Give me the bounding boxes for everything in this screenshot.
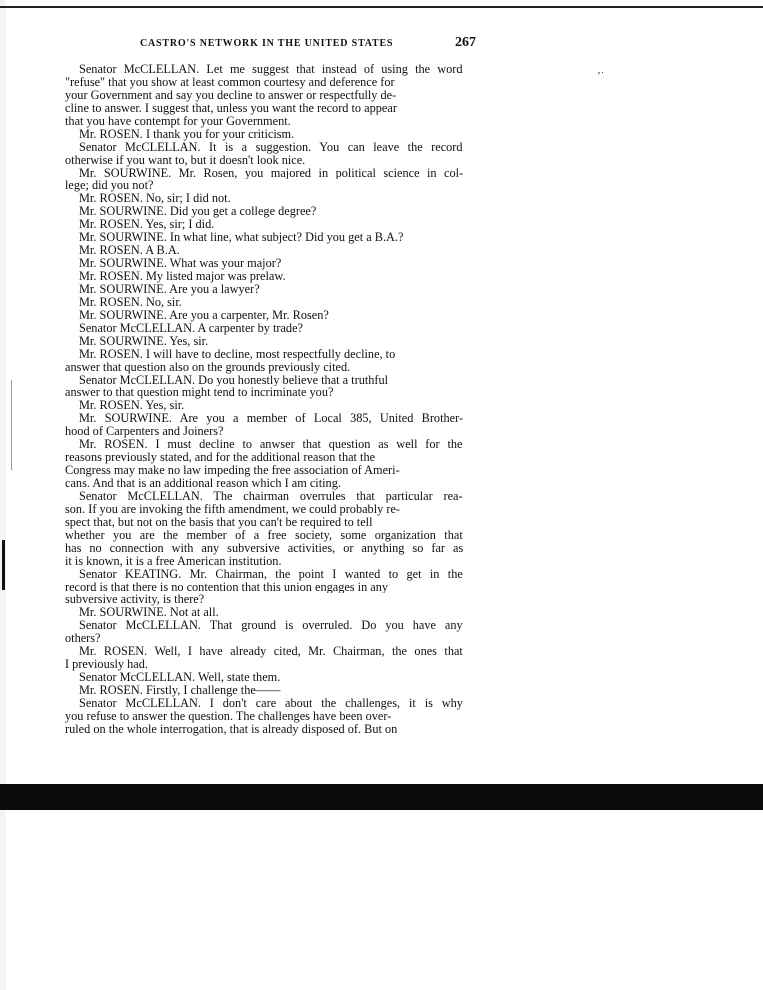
transcript-line: cline to answer. I suggest that, unless you want the record to appear	[65, 101, 397, 115]
page-number: 267	[455, 35, 476, 50]
transcript-line: that you have contempt for your Government.	[65, 114, 291, 128]
running-title: CASTRO'S NETWORK IN THE UNITED STATES	[140, 38, 394, 49]
transcript-line: I previously had.	[65, 658, 148, 672]
transcript-line: lege; did you not?	[65, 179, 154, 193]
transcript-line: Mr. SOURWINE. What was your major?	[79, 257, 282, 270]
transcript-line: Mr. ROSEN. My listed major was prelaw.	[79, 270, 286, 283]
transcript-line: Senator McCLELLAN. The chairman overrules that particular rea-	[79, 489, 463, 503]
transcript-line: Mr. ROSEN. A B.A.	[79, 244, 180, 258]
transcript-line: Mr. SOURWINE. Did you get a college degree?	[79, 205, 317, 219]
transcript-line: Senator McCLELLAN. It is a suggestion. You can leave the record	[79, 140, 463, 154]
transcript-line: otherwise if you want to, but it doesn't look nice.	[65, 153, 306, 167]
transcript-line: answer that question also on the grounds previously cited.	[65, 360, 351, 374]
transcript-line: it is known, it is a free American institution.	[65, 554, 282, 568]
transcript-line: Mr. ROSEN. No, sir.	[79, 295, 182, 309]
transcript-body	[65, 63, 463, 736]
transcript-line: reasons previously stated, and for the additional reason that the	[65, 451, 376, 465]
transcript-line: Mr. ROSEN. Firstly, I challenge the——	[79, 684, 281, 697]
transcript-line: ruled on the whole interrogation, that is already disposed of. But on	[65, 722, 398, 736]
scan-edge-mark	[2, 540, 5, 590]
transcript-line: you refuse to answer the question. The challenges have been over-	[65, 709, 392, 723]
transcript-line: Mr. SOURWINE. Are you a lawyer?	[79, 282, 260, 296]
transcript-line: Mr. ROSEN. I thank you for your criticism.	[79, 127, 295, 141]
transcript-line: Senator McCLELLAN. Let me suggest that instead of using the word	[79, 63, 463, 76]
transcript-line: Mr. ROSEN. Yes, sir; I did.	[79, 218, 215, 232]
transcript-line: Mr. SOURWINE. Are you a carpenter, Mr. Rosen?	[79, 308, 329, 322]
transcript-line: Mr. SOURWINE. Yes, sir.	[79, 334, 209, 348]
transcript-line: record is that there is no contention that this union engages in any	[65, 580, 389, 594]
transcript-line: "refuse" that you show at least common courtesy and deference for	[65, 75, 395, 89]
transcript-line: spect that, but not on the basis that you can't be required to tell	[65, 515, 373, 529]
transcript-line: Mr. ROSEN. No, sir; I did not.	[79, 192, 231, 206]
transcript-line: Mr. ROSEN. I must decline to anwser that question as well for the	[79, 438, 463, 452]
transcript-line: Senator McCLELLAN. A carpenter by trade?	[79, 321, 303, 335]
transcript-line: subversive activity, is there?	[65, 593, 205, 607]
transcript-line: Senator McCLELLAN. Well, state them.	[79, 671, 281, 684]
transcript-line: Mr. SOURWINE. Not at all.	[79, 606, 219, 620]
transcript-line: son. If you are invoking the fifth amendment, we could probably re-	[65, 502, 400, 516]
page-header	[140, 36, 476, 54]
transcript-line: Mr. ROSEN. Well, I have already cited, Mr. Chairman, the ones that	[79, 645, 463, 659]
transcript-line: Mr. SOURWINE. Mr. Rosen, you majored in political science in col-	[79, 166, 463, 180]
transcript-line: Senator KEATING. Mr. Chairman, the point I wanted to get in the	[79, 567, 463, 581]
scan-edge-mark	[11, 380, 12, 470]
transcript-line: Mr. ROSEN. Yes, sir.	[79, 399, 185, 413]
transcript-line: cans. And that is an additional reason which I am citing.	[65, 477, 341, 490]
transcript-line: Senator McCLELLAN. That ground is overruled. Do you have any	[79, 619, 463, 633]
scan-speck: ’˙	[597, 70, 605, 82]
transcript-line: Mr. SOURWINE. Are you a member of Local 385, United Brother-	[79, 412, 463, 426]
transcript-line: has no connection with any subversive activities, or anything so far as	[65, 541, 463, 555]
transcript-line: Senator McCLELLAN. Do you honestly believe that a truthful	[79, 373, 389, 387]
transcript-line: Mr. ROSEN. I will have to decline, most respectfully decline, to	[79, 347, 396, 361]
scan-left-margin	[0, 0, 6, 990]
transcript-line: Senator McCLELLAN. I don't care about the challenges, it is why	[79, 696, 463, 710]
transcript-line: Congress may make no law impeding the free association of Ameri-	[65, 464, 400, 477]
transcript-line: Mr. SOURWINE. In what line, what subject? Did you get a B.A.?	[79, 231, 404, 245]
transcript-line: answer to that question might tend to incriminate you?	[65, 386, 334, 400]
scan-top-edge-line	[0, 6, 763, 8]
transcript-line: others?	[65, 632, 101, 646]
transcript-line: whether you are the member of a free society, some organization that	[65, 528, 463, 542]
scan-bottom-band	[0, 784, 763, 810]
transcript-line: your Government and say you decline to answer or respectfully de-	[65, 88, 397, 102]
transcript-line: hood of Carpenters and Joiners?	[65, 425, 224, 439]
